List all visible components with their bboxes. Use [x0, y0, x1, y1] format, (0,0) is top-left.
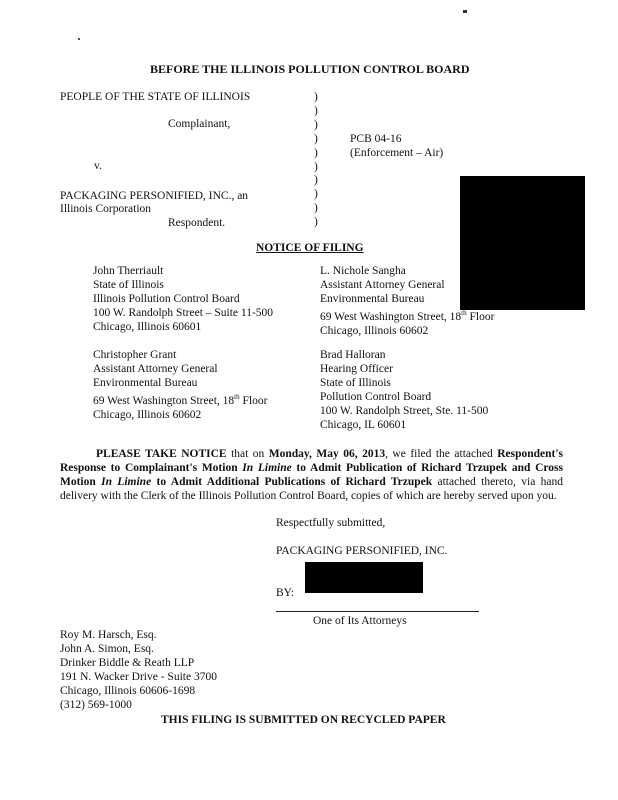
body-text: attached thereto, via hand delivery with the Clerk of the Illinois Pollution Control Board, copies of which are hereby served upon you.	[60, 476, 563, 502]
recipient-line: Chicago, Illinois 60601	[93, 321, 202, 333]
recipient-line: Chicago, Illinois 60602	[93, 408, 202, 421]
counsel-line: 191 N. Wacker Drive - Suite 3700	[60, 671, 217, 683]
recipient-line: 100 W. Randolph Street – Suite 11-500	[93, 307, 274, 319]
ordinal-suffix: th	[234, 393, 240, 401]
recipient-line: Environmental Bureau	[93, 377, 198, 389]
body-text: that on	[226, 448, 269, 460]
recipient-halloran	[320, 348, 488, 432]
court-heading: BEFORE THE ILLINOIS POLLUTION CONTROL BOARD	[150, 62, 470, 76]
case-number: PCB 04-16	[350, 133, 402, 145]
recipient-line	[320, 306, 494, 324]
paren: )	[314, 216, 318, 229]
signature-redaction	[305, 562, 423, 593]
notice-lead: PLEASE TAKE NOTICE	[96, 448, 227, 460]
counsel-line: John A. Simon, Esq.	[60, 643, 154, 655]
plaintiff-role: Complainant,	[168, 118, 231, 130]
counsel-line: (312) 569-1000	[60, 699, 132, 711]
case-type: (Enforcement – Air)	[350, 147, 444, 159]
signing-company: PACKAGING PERSONIFIED, INC.	[276, 545, 448, 557]
recipient-line: Assistant Attorney General	[320, 279, 445, 291]
recipient-line: Chicago, Illinois 60602	[320, 324, 429, 337]
recipient-line: Assistant Attorney General	[93, 363, 218, 375]
notice-title: NOTICE OF FILING	[256, 242, 364, 254]
defendant-name: PACKAGING PERSONIFIED, INC., an	[60, 190, 249, 202]
paren: )	[314, 132, 318, 145]
document-title: to Admit Additional Publications of Richard Trzupek	[151, 476, 433, 488]
counsel-line: Drinker Biddle & Reath LLP	[60, 657, 195, 669]
recipient-line: State of Illinois	[93, 279, 164, 291]
signer-role: One of Its Attorneys	[313, 615, 407, 627]
counsel-block	[60, 628, 217, 712]
counsel-line: Chicago, Illinois 60606-1698	[60, 685, 196, 697]
paren: )	[314, 188, 318, 201]
paren: )	[314, 146, 318, 159]
address-text: Floor	[466, 310, 495, 323]
recipient-line: Christopher Grant	[93, 349, 177, 361]
ordinal-suffix: th	[461, 309, 467, 317]
recipient-line: State of Illinois	[320, 377, 391, 389]
by-label: BY:	[276, 587, 295, 599]
paren: )	[314, 174, 318, 187]
recipient-line: John Therriault	[93, 265, 164, 277]
recycled-paper-footer: THIS FILING IS SUBMITTED ON RECYCLED PAPER	[161, 714, 446, 726]
recipient-line	[93, 390, 267, 408]
document-title-italic: In Limine	[242, 462, 292, 474]
document-title: to Admit Publication of Richard Trzupek and Cross Motion	[60, 462, 564, 488]
defendant-role: Respondent.	[168, 217, 226, 229]
signature-line	[276, 611, 479, 612]
versus-label: v.	[94, 160, 102, 172]
recipient-line: Chicago, IL 60601	[320, 419, 407, 431]
body-text: , we filed the attached	[385, 448, 498, 460]
closing: Respectfully submitted,	[276, 517, 386, 529]
filing-date: Monday, May 06, 2013	[268, 448, 386, 460]
plaintiff-name: PEOPLE OF THE STATE OF ILLINOIS	[60, 91, 251, 103]
recipient-line: Pollution Control Board	[320, 391, 432, 403]
recipient-grant	[93, 348, 267, 422]
recipient-line: Brad Halloran	[320, 349, 386, 361]
recipient-sangha	[320, 264, 494, 338]
paren: )	[314, 118, 318, 131]
scan-mark	[463, 10, 467, 13]
recipient-line: 100 W. Randolph Street, Ste. 11-500	[320, 405, 489, 417]
recipient-line: L. Nichole Sangha	[320, 265, 406, 277]
document-title: Respondent's Response to Complainant's Motion	[60, 448, 564, 474]
notice-paragraph	[60, 447, 563, 503]
paren: )	[314, 202, 318, 215]
recipient-line: Illinois Pollution Control Board	[93, 293, 240, 305]
caption-parentheses	[314, 91, 318, 230]
counsel-line: Roy M. Harsch, Esq.	[60, 629, 157, 641]
recipient-therriault	[93, 264, 273, 334]
address-text: 69 West Washington Street, 18	[320, 310, 462, 323]
scan-mark	[78, 38, 80, 40]
recipient-line: Hearing Officer	[320, 363, 393, 375]
paren: )	[314, 160, 318, 173]
paren: )	[314, 104, 318, 117]
address-text: 69 West Washington Street, 18	[93, 394, 235, 407]
paren: )	[314, 91, 318, 103]
document-title-italic: In Limine	[101, 476, 152, 488]
address-text: Floor	[239, 394, 268, 407]
defendant-state: Illinois Corporation	[60, 203, 152, 215]
recipient-line: Environmental Bureau	[320, 293, 425, 305]
